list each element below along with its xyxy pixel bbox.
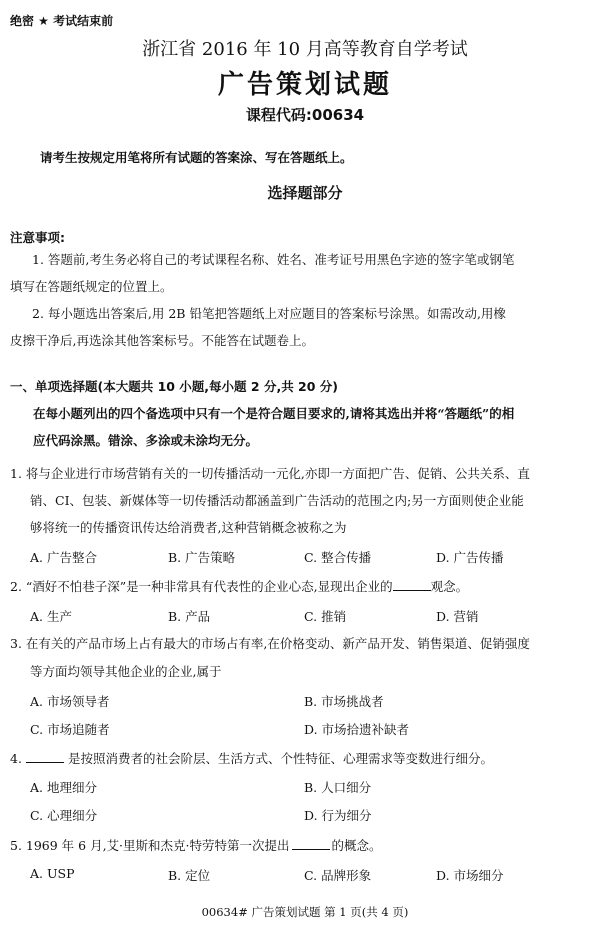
question-3-line-1: 3. 在有关的产品市场上占有最大的市场占有率,在价格变动、新产品开发、销售渠道、促销强度 bbox=[10, 636, 530, 651]
question-3-option-b: B. 市场挑战者 bbox=[304, 694, 384, 709]
question-4-text-before: 4. bbox=[10, 751, 22, 766]
question-1-line-2: 销、CI、包装、新媒体等一切传播活动都涵盖到广告活动的范围之内;另一方面则使企业能 bbox=[30, 493, 524, 508]
answer-blank bbox=[292, 837, 330, 850]
answer-blank bbox=[26, 750, 64, 763]
question-3-option-c: C. 市场追随者 bbox=[30, 722, 110, 737]
note-item-2-line-2: 皮擦干净后,再选涂其他答案标号。不能答在试题卷上。 bbox=[10, 333, 314, 348]
question-4-option-b: B. 人口细分 bbox=[304, 780, 372, 795]
question-4-option-d: D. 行为细分 bbox=[304, 808, 372, 823]
question-4-stem bbox=[10, 749, 493, 767]
part-description-line-1: 在每小题列出的四个备选项中只有一个是符合题目要求的,请将其选出并将“答题纸”的相 bbox=[33, 406, 515, 421]
question-2-option-b: B. 产品 bbox=[168, 609, 211, 624]
answer-blank bbox=[393, 578, 431, 591]
question-4-option-c: C. 心理细分 bbox=[30, 808, 98, 823]
confidential-label: 绝密 ★ 考试结束前 bbox=[10, 14, 114, 28]
question-5-option-b: B. 定位 bbox=[168, 868, 211, 883]
question-5-text-after: 的概念。 bbox=[331, 838, 382, 853]
part-title: 一、单项选择题(本大题共 10 小题,每小题 2 分,共 20 分) bbox=[10, 379, 339, 394]
question-4-text-after: 是按照消费者的社会阶层、生活方式、个性特征、心理需求等变数进行细分。 bbox=[67, 751, 493, 766]
notes-title: 注意事项: bbox=[10, 230, 65, 245]
paper-title: 广告策划试题 bbox=[217, 70, 392, 100]
note-item-2-line-1: 2. 每小题选出答案后,用 2B 铅笔把答题纸上对应题目的答案标号涂黑。如需改动,用橡 bbox=[32, 306, 506, 321]
question-2-option-d: D. 营销 bbox=[436, 609, 479, 624]
question-1-option-a: A. 广告整合 bbox=[30, 550, 97, 565]
question-2-text-before: 2. “酒好不怕巷子深”是一种非常具有代表性的企业心态,显现出企业的 bbox=[10, 579, 393, 594]
note-item-1-line-2: 填写在答题纸规定的位置上。 bbox=[10, 279, 173, 294]
page-footer: 00634# 广告策划试题 第 1 页(共 4 页) bbox=[201, 905, 409, 919]
question-2-option-c: C. 推销 bbox=[304, 609, 347, 624]
question-3-option-d: D. 市场拾遗补缺者 bbox=[304, 722, 410, 737]
question-3-line-2: 等方面均领导其他企业的企业,属于 bbox=[30, 664, 222, 679]
course-code: 课程代码:00634 bbox=[245, 106, 365, 124]
question-1-line-3: 够将统一的传播资讯传达给消费者,这种营销概念被称之为 bbox=[30, 520, 347, 535]
note-item-1-line-1: 1. 答题前,考生务必将自己的考试课程名称、姓名、准考证号用黑色字迹的签字笔或钢笔 bbox=[32, 252, 515, 267]
section-title: 选择题部分 bbox=[267, 184, 343, 202]
question-1-option-c: C. 整合传播 bbox=[304, 550, 372, 565]
general-instruction: 请考生按规定用笔将所有试题的答案涂、写在答题纸上。 bbox=[40, 150, 353, 165]
question-5-text-before: 5. 1969 年 6 月,艾·里斯和杰克·特劳特第一次提出 bbox=[10, 838, 290, 853]
question-5-option-d: D. 市场细分 bbox=[436, 868, 504, 883]
part-description-line-2: 应代码涂黑。错涂、多涂或未涂均无分。 bbox=[33, 433, 259, 448]
question-2-stem bbox=[10, 577, 468, 595]
question-5-option-a: A. USP bbox=[30, 866, 75, 881]
question-1-line-1: 1. 将与企业进行市场营销有关的一切传播活动一元化,亦即一方面把广告、促销、公共关系、直 bbox=[10, 466, 530, 481]
question-4-option-a: A. 地理细分 bbox=[30, 780, 97, 795]
question-2-option-a: A. 生产 bbox=[30, 609, 72, 624]
question-5-stem bbox=[10, 836, 382, 854]
question-1-option-b: B. 广告策略 bbox=[168, 550, 236, 565]
question-3-option-a: A. 市场领导者 bbox=[30, 694, 110, 709]
question-5-option-c: C. 品牌形象 bbox=[304, 868, 372, 883]
question-1-option-d: D. 广告传播 bbox=[436, 550, 504, 565]
question-2-text-after: 观念。 bbox=[430, 579, 469, 594]
exam-name: 浙江省 2016 年 10 月高等教育自学考试 bbox=[142, 39, 468, 60]
